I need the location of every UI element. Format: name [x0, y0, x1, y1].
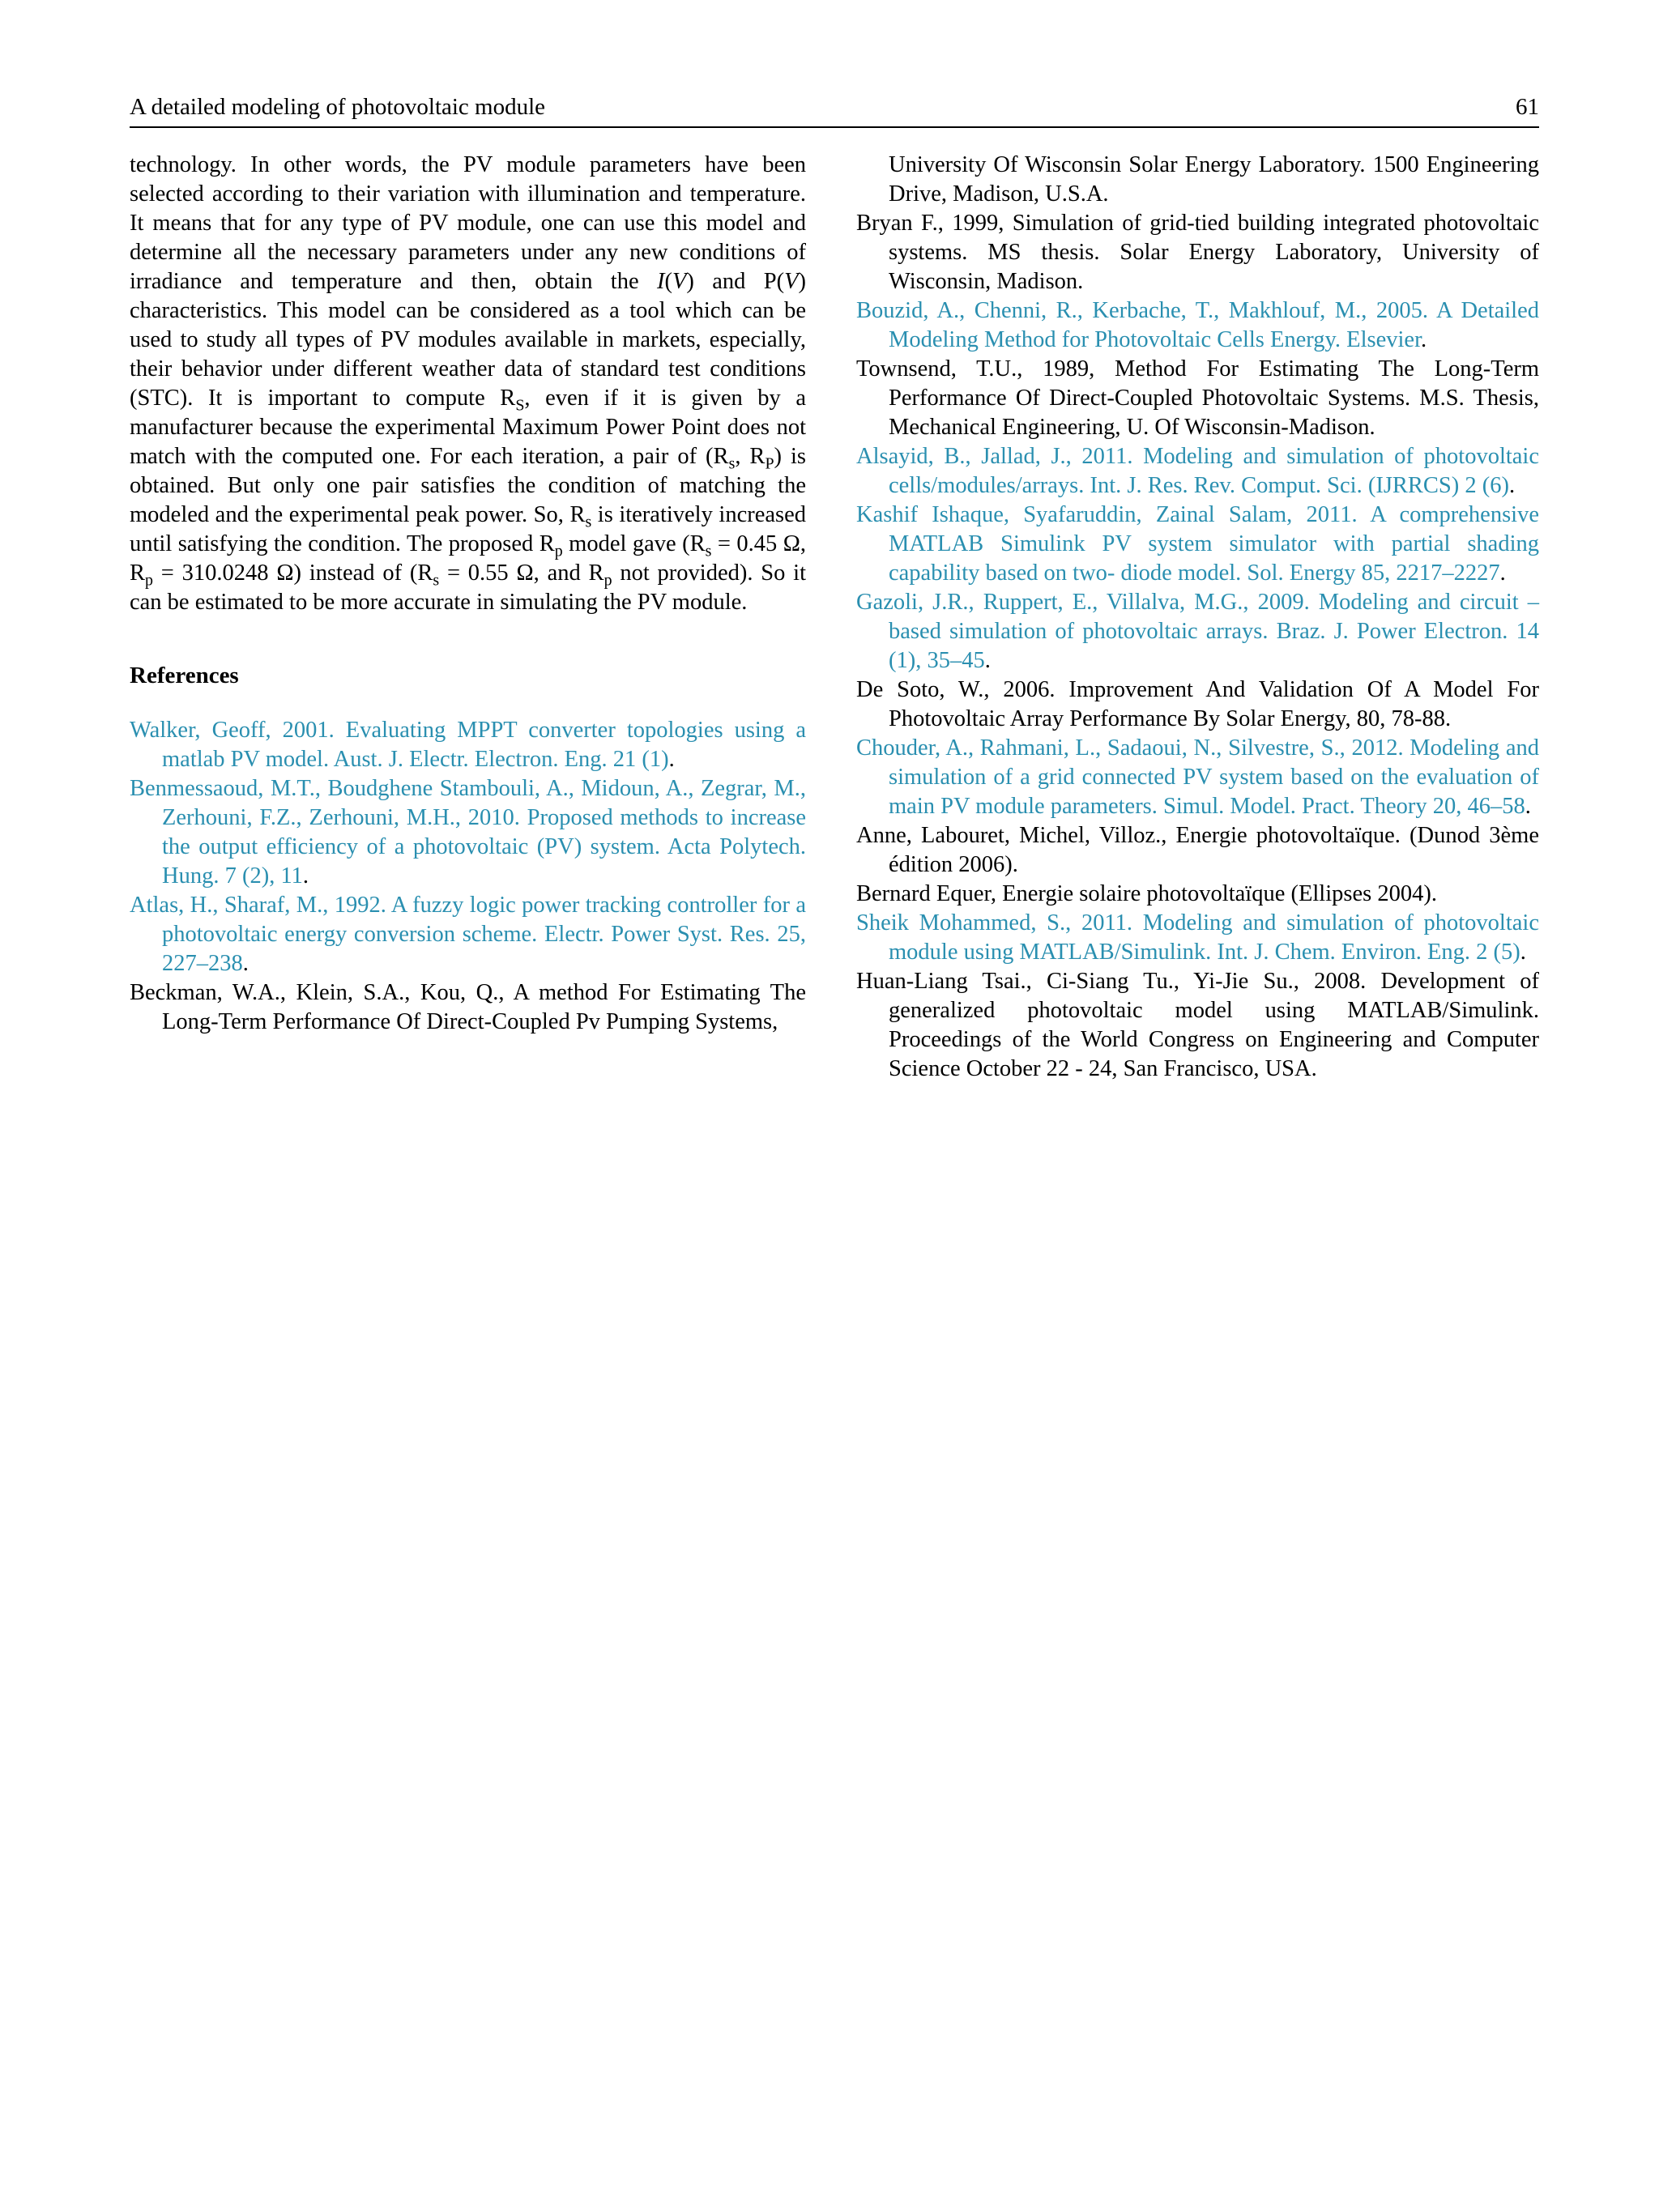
body-text-segment: ) is obtained. But only one pair satisfies the condition of matching the modeled and the experimental peak power. So, R: [130, 444, 807, 527]
reference-tail: .: [1520, 940, 1526, 965]
reference-tail: .: [984, 648, 991, 673]
references-list-left: [130, 716, 806, 1037]
reference-tail: .: [668, 747, 675, 772]
reference-item[interactable]: [856, 296, 1539, 355]
body-text-segment: not provided). So it can be estimated to be more accurate in simulating the PV module.: [130, 560, 807, 615]
page-number: 61: [1516, 94, 1539, 120]
reference-link[interactable]: Kashif Ishaque, Syafaruddin, Zainal Salam, 2011. A comprehensive MATLAB Simulink PV system simulator with partial shading capability based on two- diode model. Sol. Energy 85, 2217–2227: [856, 502, 1539, 586]
left-column: [130, 151, 806, 1037]
body-text-segment: ) characteristics. This model can be considered as a tool which can be used to study all types of PV modules available in markets, especially, their behavior under different weather data of standard test conditions (STC). It is important to compute R: [130, 269, 806, 411]
reference-item[interactable]: [130, 891, 806, 978]
reference-tail: .: [1421, 327, 1427, 352]
body-text-segment: = 310.0248 Ω) instead of (R: [152, 560, 433, 586]
reference-link[interactable]: Benmessaoud, M.T., Boudghene Stambouli, A., Midoun, A., Zegrar, M., Zerhouni, F.Z., Zerhouni, M.H., 2010. Proposed methods to increase the output efficiency of a photovoltaic (PV) system. Acta Polytech. Hung. 7 (2), 11: [130, 776, 806, 889]
subscript: p: [554, 542, 563, 560]
reference-continuation: University Of Wisconsin Solar Energy Laboratory. 1500 Engineering Drive, Madison, U.S.A.: [889, 152, 1539, 207]
reference-tail: .: [302, 863, 309, 889]
subscript: s: [728, 454, 736, 473]
reference-tail: .: [1499, 560, 1506, 586]
subscript: s: [705, 542, 712, 560]
reference-link[interactable]: Gazoli, J.R., Ruppert, E., Villalva, M.G., 2009. Modeling and circuit – based simulation of photovoltaic arrays. Braz. J. Power Electron. 14 (1), 35–45: [856, 590, 1539, 673]
reference-tail: .: [1525, 794, 1531, 819]
body-text-segment: = 0.55 Ω, and R: [439, 560, 604, 586]
reference-item: Bernard Equer, Energie solaire photovoltaïque (Ellipses 2004).: [856, 881, 1437, 906]
references-heading: References: [130, 663, 239, 688]
reference-tail: .: [1509, 473, 1516, 498]
reference-link[interactable]: Chouder, A., Rahmani, L., Sadaoui, N., Silvestre, S., 2012. Modeling and simulation of a grid connected PV system based on the evaluation of main PV module parameters. Simul. Model. Pract. Theory 20, 46–58: [856, 735, 1539, 819]
body-text-segment: = 0.45 Ω, R: [130, 531, 806, 586]
body-text-segment: is iteratively increased until satisfying the condition. The proposed R: [130, 502, 806, 556]
running-title: A detailed modeling of photovoltaic module: [130, 94, 546, 120]
reference-link[interactable]: Atlas, H., Sharaf, M., 1992. A fuzzy logic power tracking controller for a photovoltaic energy conversion scheme. Electr. Power Syst. Res. 25, 227–238: [130, 893, 806, 976]
reference-item[interactable]: [856, 442, 1539, 501]
reference-item[interactable]: [130, 716, 806, 774]
reference-link[interactable]: Walker, Geoff, 2001. Evaluating MPPT converter topologies using a matlab PV model. Aust. J. Electr. Electron. Eng. 21 (1): [130, 718, 806, 772]
reference-link[interactable]: Bouzid, A., Chenni, R., Kerbache, T., Makhlouf, M., 2005. A Detailed Modeling Method for Photovoltaic Cells Energy. Elsevier: [856, 298, 1539, 352]
body-text-segment: model gave (R: [562, 531, 706, 556]
body-text-segment: ) and P(: [686, 269, 785, 294]
body-text-segment: , even if it is given by a manufacturer because the experimental Maximum Power Point does not match with the computed one. For each iteration, a pair of (R: [130, 386, 806, 469]
right-column: [856, 151, 1539, 1084]
reference-item: De Soto, W., 2006. Improvement And Validation Of A Model For Photovoltaic Array Performance By Solar Energy, 80, 78-88.: [856, 677, 1539, 731]
body-paragraph: [130, 151, 806, 617]
reference-tail: .: [242, 951, 249, 976]
running-head: [130, 91, 1539, 128]
subscript: p: [145, 571, 153, 590]
reference-item[interactable]: [856, 588, 1539, 676]
math-symbol: V: [672, 269, 687, 294]
subscript: s: [585, 513, 592, 531]
body-text-segment: technology. In other words, the PV module parameters have been selected according to their variation with illumination and temperature. It means that for any type of PV module, one can use this model and determine all the necessary parameters under any new conditions of irradiance and temperature and then, obtain the: [130, 152, 806, 294]
math-symbol: I: [656, 269, 665, 294]
body-text-segment: , R: [735, 444, 766, 469]
reference-item: Bryan F., 1999, Simulation of grid-tied building integrated photovoltaic systems. MS thesis. Solar Energy Laboratory, University of Wisconsin, Madison.: [856, 211, 1539, 294]
subscript: P: [765, 454, 774, 473]
reference-item: Anne, Labouret, Michel, Villoz., Energie photovoltaïque. (Dunod 3ème édition 2006).: [856, 823, 1539, 877]
reference-item[interactable]: [130, 774, 806, 891]
reference-link[interactable]: Alsayid, B., Jallad, J., 2011. Modeling and simulation of photovoltaic cells/modules/arrays. Int. J. Res. Rev. Comput. Sci. (IJRRCS) 2 (6): [856, 444, 1539, 498]
reference-link[interactable]: Sheik Mohammed, S., 2011. Modeling and simulation of photovoltaic module using MATLAB/Simulink. Int. J. Chem. Environ. Eng. 2 (5): [856, 910, 1539, 965]
reference-item[interactable]: [856, 734, 1539, 821]
reference-item: Beckman, W.A., Klein, S.A., Kou, Q., A method For Estimating The Long-Term Performance Of Direct-Coupled Pv Pumping Systems,: [130, 980, 806, 1034]
reference-item: Townsend, T.U., 1989, Method For Estimating The Long-Term Performance Of Direct-Coupled Photovoltaic Systems. M.S. Thesis, Mechanical Engineering, U. Of Wisconsin-Madison.: [856, 356, 1539, 440]
body-text-segment: (: [664, 269, 672, 294]
reference-item[interactable]: [856, 501, 1539, 588]
reference-item: Huan-Liang Tsai., Ci-Siang Tu., Yi-Jie Su., 2008. Development of generalized photovoltaic model using MATLAB/Simulink. Proceedings of the World Congress on Engineering and Computer Science October 22 - 24, San Francisco, USA.: [856, 969, 1539, 1081]
subscript: p: [603, 571, 612, 590]
reference-item[interactable]: [856, 909, 1539, 967]
subscript: S: [515, 396, 525, 415]
math-symbol: V: [784, 269, 799, 294]
subscript: s: [433, 571, 440, 590]
